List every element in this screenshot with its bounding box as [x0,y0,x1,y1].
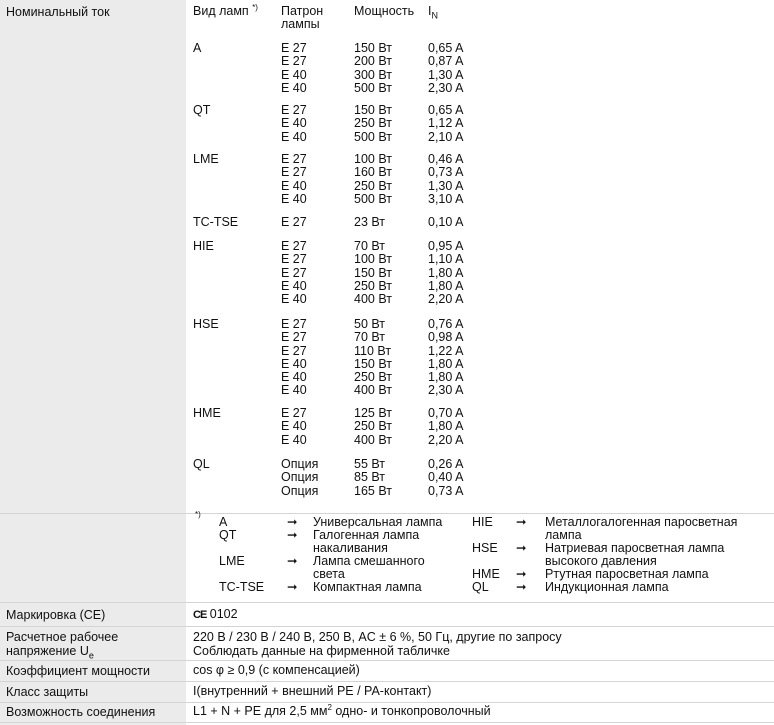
socket-cell: E 27 [281,215,307,229]
socket-cell: E 27 [281,41,307,55]
connection-label: Возможность соединения [6,705,156,719]
power-cell: 23 Вт [354,215,386,229]
current-column [428,458,463,498]
socket-cell: E 27 [281,265,307,280]
current-cell: 1,80 A [428,265,464,280]
current-cell: 1,30 A [428,67,464,82]
socket-cell: E 40 [281,80,307,95]
rated-voltage-value: 220 В / 230 В / 240 В, 250 В, AC ± 6 %, 50 Гц, другие по запросу Соблюдать данные на фирменной табличке [193,630,562,658]
current-cell: 0,40 A [428,470,464,485]
power-cell: 70 Вт [354,330,386,345]
power-cell: 55 Вт [354,457,386,471]
current-cell: 2,10 A [428,129,464,144]
power-cell: 50 Вт [354,317,386,331]
legend-code: TC-TSE [219,580,265,594]
power-cell: 85 Вт [354,470,386,485]
marking-value: CE 0102 [193,607,238,621]
socket-cell: E 40 [281,116,307,131]
socket-cell: E 27 [281,343,307,358]
header-lamp-type: Вид ламп *) [193,2,258,18]
legend-code: HME [472,567,500,581]
current-cell: 0,65 A [428,41,464,55]
separator-voltage [0,626,774,627]
socket-cell: E 27 [281,330,307,345]
socket-cell: E 40 [281,67,307,82]
separator-power-factor [0,660,774,661]
protection-class-value: I(внутренний + внешний PE / PA-контакт) [193,684,432,698]
current-column [428,153,463,206]
legend-description: Лампа смешанного света [313,554,425,582]
socket-cell: E 27 [281,252,307,267]
socket-cell: E 27 [281,152,307,166]
socket-column [281,458,318,498]
power-cell: 500 Вт [354,191,392,206]
lamp-type-3: TC-TSE [193,215,239,229]
current-column [428,216,463,229]
socket-cell: E 40 [281,278,307,293]
power-cell: 400 Вт [354,383,392,398]
marking-label: Маркировка (CE) [6,608,106,622]
socket-column [281,104,307,144]
power-column [354,407,392,447]
separator-legend [0,513,774,514]
current-cell: 0,95 A [428,239,464,253]
socket-cell: E 40 [281,419,307,434]
arrow-right-icon: ➞ [516,567,527,581]
socket-column [281,216,307,229]
legend-description: Индукционная лампа [545,580,669,594]
socket-column [281,240,307,306]
legend-description: Ртутная паросветная лампа [545,567,709,581]
current-cell: 0,73 A [428,165,464,180]
lamp-type-7: QL [193,457,210,471]
power-factor-label: Коэффициент мощности [6,664,151,678]
current-cell: 1,22 A [428,343,464,358]
current-column [428,240,463,306]
power-column [354,42,392,95]
legend-code: A [219,515,228,529]
current-column [428,318,463,398]
legend-description: Компактная лампа [313,580,422,594]
current-cell: 0,87 A [428,54,464,69]
power-cell: 250 Вт [354,278,392,293]
separator-protection [0,681,774,682]
arrow-right-icon: ➞ [287,580,298,594]
legend-mark: *) [195,509,201,519]
separator-connection [0,702,774,703]
current-column [428,42,463,95]
current-cell: 1,12 A [428,116,464,131]
current-cell: 0,76 A [428,317,464,331]
power-cell: 150 Вт [354,103,392,117]
lamp-type-6: HME [193,406,221,420]
legend-code: HIE [472,515,493,529]
current-cell: 1,30 A [428,178,464,193]
header-current: $I_N$ [428,4,438,21]
power-cell: 150 Вт [354,265,392,280]
power-cell: 250 Вт [354,116,392,131]
power-cell: 150 Вт [354,41,392,55]
socket-cell: E 27 [281,406,307,420]
power-cell: 250 Вт [354,178,392,193]
legend-description: Галогенная лампа накаливания [313,528,420,556]
power-cell: 200 Вт [354,54,392,69]
header-socket: Патрон лампы [281,4,324,32]
power-cell: 150 Вт [354,356,392,371]
protection-class-label: Класс защиты [6,685,89,699]
socket-cell: E 40 [281,356,307,371]
current-cell: 1,80 A [428,356,464,371]
connection-value: L1 + N + PE для 2,5 $мм^2$ одно- и тонкопроволочный [193,702,491,718]
legend-code: QT [219,528,237,542]
socket-cell: E 40 [281,178,307,193]
socket-cell: E 27 [281,103,307,117]
power-column [354,216,385,229]
current-cell: 0,98 A [428,330,464,345]
current-cell: 0,73 A [428,483,464,498]
current-cell: 0,65 A [428,103,464,117]
separator-marking [0,602,774,603]
arrow-right-icon: ➞ [287,528,298,542]
power-cell: 125 Вт [354,406,392,420]
arrow-right-icon: ➞ [516,515,527,529]
power-cell: 100 Вт [354,252,392,267]
socket-cell: Опция [281,457,319,471]
current-cell: 0,10 A [428,215,464,229]
power-column [354,153,392,206]
current-cell: 0,70 A [428,406,464,420]
nominal-current-label: Номинальный ток [6,5,110,19]
socket-column [281,318,307,398]
legend-description: Натриевая паросветная лампа высокого давления [545,541,725,569]
socket-cell: E 40 [281,370,307,385]
arrow-right-icon: ➞ [516,580,527,594]
lamp-type-5: HSE [193,317,219,331]
arrow-right-icon: ➞ [287,554,298,568]
power-column [354,240,392,306]
power-cell: 500 Вт [354,80,392,95]
socket-cell: E 27 [281,54,307,69]
current-cell: 1,80 A [428,370,464,385]
socket-cell: E 40 [281,432,307,447]
power-cell: 100 Вт [354,152,392,166]
socket-column [281,153,307,206]
power-cell: 500 Вт [354,129,392,144]
power-column [354,458,392,498]
ce-mark-icon: CE [193,609,207,621]
socket-cell: Опция [281,470,319,485]
legend-code: HSE [472,541,498,555]
current-cell: 2,20 A [428,432,464,447]
socket-cell: E 27 [281,165,307,180]
current-cell: 2,20 A [428,292,464,307]
power-cell: 165 Вт [354,483,392,498]
socket-cell: E 40 [281,191,307,206]
power-column [354,104,392,144]
legend-description: Универсальная лампа [313,515,443,529]
power-factor-value: cos φ ≥ 0,9 (с компенсацией) [193,663,360,677]
legend-code: QL [472,580,489,594]
current-cell: 1,80 A [428,419,464,434]
current-cell: 1,10 A [428,252,464,267]
current-cell: 0,26 A [428,457,464,471]
legend-description: Металлогалогенная паросветная лампа [545,515,738,543]
header-power: Мощность [354,4,415,18]
legend-code: LME [219,554,245,568]
socket-cell: E 40 [281,129,307,144]
lamp-type-2: LME [193,152,219,166]
separator-bottom [0,722,774,723]
power-cell: 250 Вт [354,419,392,434]
lamp-type-1: QT [193,103,211,117]
power-cell: 400 Вт [354,432,392,447]
power-cell: 160 Вт [354,165,392,180]
socket-cell: E 27 [281,239,307,253]
current-cell: 2,30 A [428,383,464,398]
socket-cell: E 27 [281,317,307,331]
current-column [428,104,463,144]
socket-column [281,42,307,95]
socket-cell: E 40 [281,383,307,398]
lamp-type-0: A [193,41,202,55]
socket-column [281,407,307,447]
arrow-right-icon: ➞ [516,541,527,555]
rated-voltage-label: Расчетное рабочее напряжение $U_e$ [6,630,119,661]
current-column [428,407,463,447]
power-cell: 400 Вт [354,292,392,307]
power-column [354,318,392,398]
current-cell: 0,46 A [428,152,464,166]
current-cell: 1,80 A [428,278,464,293]
current-cell: 3,10 A [428,191,464,206]
socket-cell: Опция [281,483,319,498]
power-cell: 70 Вт [354,239,386,253]
current-cell: 2,30 A [428,80,464,95]
lamp-type-4: HIE [193,239,214,253]
power-cell: 300 Вт [354,67,392,82]
power-cell: 250 Вт [354,370,392,385]
socket-cell: E 40 [281,292,307,307]
arrow-right-icon: ➞ [287,515,298,529]
power-cell: 110 Вт [354,343,392,358]
